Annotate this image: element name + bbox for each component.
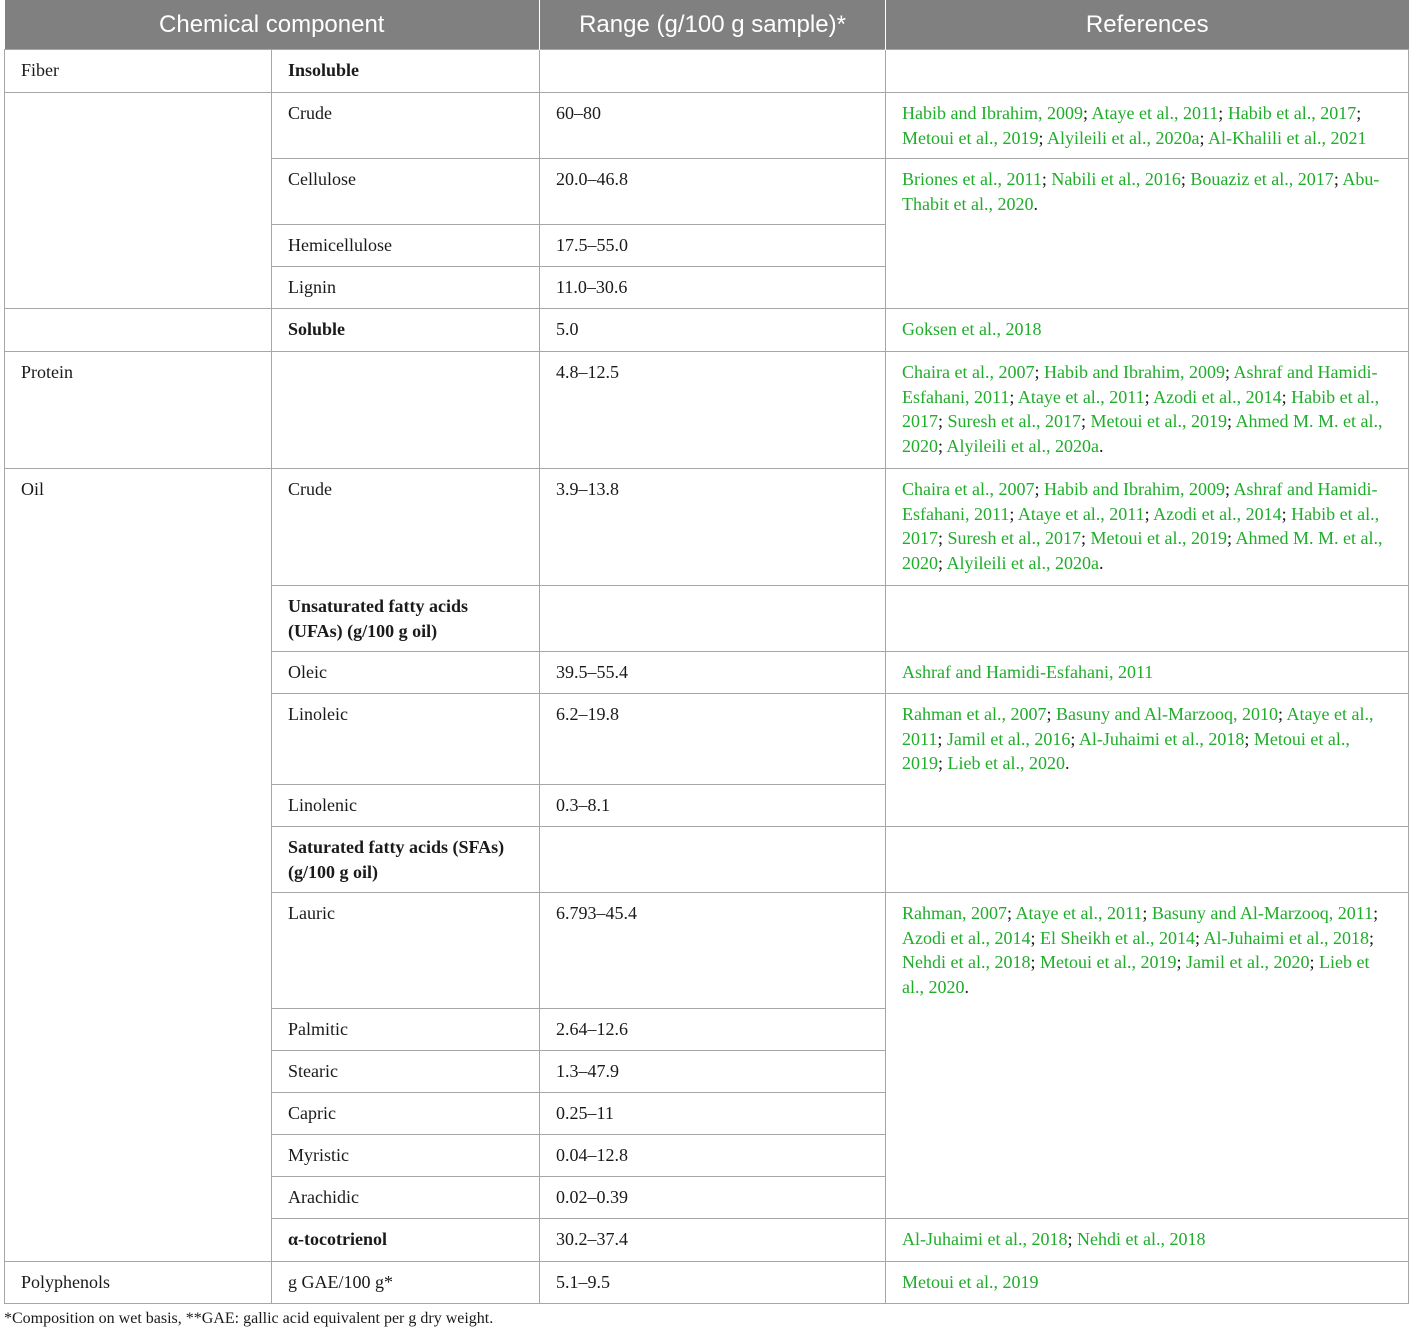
reference-link[interactable]: Al-Juhaimi et al., 2018 — [1203, 927, 1369, 948]
table-row — [5, 352, 1409, 469]
range-cell: 4.8–12.5 — [540, 352, 886, 469]
reference-link[interactable]: Ataye et al., 2011 — [1091, 103, 1219, 123]
range-cell — [540, 586, 886, 652]
reference-link[interactable]: Basuny and Al-Marzooq, 2010 — [1056, 704, 1278, 724]
reference-link[interactable]: Habib and Ibrahim, 2009 — [1044, 479, 1225, 499]
references-cell — [886, 652, 1409, 694]
component-cell — [5, 309, 272, 352]
subcomponent-cell: Lignin — [272, 267, 540, 309]
range-cell — [540, 827, 886, 893]
reference-link[interactable]: Jamil et al., 2016 — [946, 728, 1071, 749]
table-row — [5, 93, 1409, 159]
reference-link[interactable]: Chaira et al., 2007 — [902, 479, 1035, 499]
range-cell — [540, 50, 886, 93]
reference-link[interactable]: Alyileili et al., 2020a — [946, 435, 1099, 456]
reference-link[interactable]: El Sheikh et al., 2014 — [1040, 927, 1195, 948]
composition-table-container — [4, 0, 1408, 1304]
range-cell: 0.04–12.8 — [540, 1135, 886, 1177]
reference-link[interactable]: Alyileili et al., 2020a — [1047, 127, 1200, 148]
subcomponent-cell: Oleic — [272, 652, 540, 694]
range-cell: 6.2–19.8 — [540, 694, 886, 785]
range-cell: 0.02–0.39 — [540, 1177, 886, 1219]
reference-link[interactable]: Habib and Ibrahim, 2009 — [902, 103, 1083, 123]
subcomponent-cell: Soluble — [272, 309, 540, 352]
reference-link[interactable]: Jamil et al., 2020 — [1186, 952, 1310, 972]
reference-link[interactable]: Metoui et al., 2019 — [1040, 952, 1177, 972]
references-cell — [886, 309, 1409, 352]
range-cell: 2.64–12.6 — [540, 1009, 886, 1051]
reference-link[interactable]: Metoui et al., 2019 — [902, 127, 1039, 148]
reference-link[interactable]: Ashraf and Hamidi-Esfahani, 2011 — [902, 662, 1154, 682]
reference-link[interactable]: Habib and Ibrahim, 2009 — [1044, 362, 1225, 382]
reference-link[interactable]: Suresh et al., 2017 — [947, 528, 1082, 548]
range-cell: 6.793–45.4 — [540, 893, 886, 1009]
component-cell: Polyphenols — [5, 1262, 272, 1304]
subcomponent-cell — [272, 352, 540, 469]
subcomponent-cell: Insoluble — [272, 50, 540, 93]
reference-link[interactable]: Briones et al., 2011 — [902, 169, 1042, 189]
references-cell: Chaira et al., 2007; Habib and Ibrahim, 2009; Ashraf and Hamidi-Esfahani, 2011; Ataye et al., 2011; Azodi et al., 2014; Habib et al., 2017; Suresh et al., 2017; Metoui et al., 2019; Ahmed M. M. et al., 2020; Alyileili et al., 2020a. — [886, 469, 1409, 586]
subcomponent-cell: Hemicellulose — [272, 225, 540, 267]
reference-link[interactable]: Metoui et al., 2019 — [1090, 411, 1228, 431]
reference-link[interactable]: Ashraf and Hamidi-Esfahani, 2011 — [902, 362, 1378, 407]
subcomponent-cell: Linolenic — [272, 785, 540, 827]
component-cell — [5, 93, 272, 309]
reference-link[interactable]: Al-Juhaimi et al., 2018 — [1078, 728, 1245, 749]
range-cell: 30.2–37.4 — [540, 1219, 886, 1262]
references-cell: Al-Juhaimi et al., 2018; Nehdi et al., 2018 — [886, 1219, 1409, 1262]
reference-link[interactable]: Azodi et al., 2014 — [1153, 503, 1282, 524]
reference-link[interactable]: Ataye et al., 2011 — [902, 704, 1374, 749]
references-cell — [886, 586, 1409, 652]
table-row — [5, 50, 1409, 93]
reference-link[interactable]: Al-Juhaimi et al., 2018 — [902, 1229, 1068, 1249]
reference-link[interactable]: Basuny and Al-Marzooq, 2011 — [1151, 903, 1374, 923]
reference-link[interactable]: Nehdi et al., 2018 — [902, 952, 1031, 972]
component-cell: Oil — [5, 469, 272, 1262]
references-cell — [886, 1262, 1409, 1304]
reference-link[interactable]: Ahmed M. M. et al., 2020 — [902, 411, 1383, 456]
reference-link[interactable]: Alyileili et al., 2020a — [946, 552, 1099, 573]
header-row — [5, 0, 1409, 50]
references-cell: Rahman et al., 2007; Basuny and Al-Marzooq, 2010; Ataye et al., 2011; Jamil et al., 2016; Al-Juhaimi et al., 2018; Metoui et al., 2019; Lieb et al., 2020. — [886, 694, 1409, 827]
reference-link[interactable]: Ataye et al., 2011 — [1017, 503, 1145, 524]
range-cell: 5.1–9.5 — [540, 1262, 886, 1304]
subcomponent-cell: Crude — [272, 469, 540, 586]
range-cell: 0.3–8.1 — [540, 785, 886, 827]
header-range: Range (g/100 g sample)* — [540, 0, 886, 50]
range-cell: 3.9–13.8 — [540, 469, 886, 586]
range-cell: 1.3–47.9 — [540, 1051, 886, 1093]
reference-link[interactable]: Ataye et al., 2011 — [1015, 903, 1143, 923]
range-cell: 5.0 — [540, 309, 886, 352]
reference-link[interactable]: Chaira et al., 2007 — [902, 362, 1035, 382]
reference-link[interactable]: Nehdi et al., 2018 — [1077, 1229, 1206, 1249]
component-cell: Fiber — [5, 50, 272, 93]
subcomponent-cell: α-tocotrienol — [272, 1219, 540, 1262]
reference-link[interactable]: Habib et al., 2017 — [1227, 103, 1357, 123]
subcomponent-cell: Cellulose — [272, 159, 540, 225]
subcomponent-cell: Palmitic — [272, 1009, 540, 1051]
subcomponent-cell: Crude — [272, 93, 540, 159]
reference-link[interactable]: Rahman, 2007 — [902, 903, 1008, 923]
header-references: References — [886, 0, 1409, 50]
reference-link[interactable]: Metoui et al., 2019 — [902, 728, 1350, 773]
reference-link[interactable]: Metoui et al., 2019 — [902, 1272, 1039, 1292]
range-cell: 0.25–11 — [540, 1093, 886, 1135]
references-cell — [886, 827, 1409, 893]
references-cell: Habib and Ibrahim, 2009; Ataye et al., 2011; Habib et al., 2017; Metoui et al., 2019; Alyileili et al., 2020a; Al-Khalili et al., 2021 — [886, 93, 1409, 159]
references-cell: Briones et al., 2011; Nabili et al., 2016; Bouaziz et al., 2017; Abu-Thabit et al., 2020. — [886, 159, 1409, 309]
reference-link[interactable]: Ataye et al., 2011 — [1017, 386, 1145, 407]
subcomponent-cell: Unsaturated fatty acids (UFAs) (g/100 g oil) — [272, 586, 540, 652]
subcomponent-cell: Capric — [272, 1093, 540, 1135]
reference-link[interactable]: Azodi et al., 2014 — [902, 927, 1031, 948]
range-cell: 11.0–30.6 — [540, 267, 886, 309]
range-cell: 17.5–55.0 — [540, 225, 886, 267]
references-cell — [886, 50, 1409, 93]
reference-link[interactable]: Nabili et al., 2016 — [1051, 169, 1181, 189]
range-cell: 60–80 — [540, 93, 886, 159]
reference-link[interactable]: Rahman et al., 2007 — [902, 704, 1047, 724]
subcomponent-cell: Stearic — [272, 1051, 540, 1093]
references-cell: Chaira et al., 2007; Habib and Ibrahim, 2009; Ashraf and Hamidi-Esfahani, 2011; Ataye et al., 2011; Azodi et al., 2014; Habib et al., 2017; Suresh et al., 2017; Metoui et al., 2019; Ahmed M. M. et al., 2020; Alyileili et al., 2020a. — [886, 352, 1409, 469]
header-chemical-component: Chemical component — [5, 0, 540, 50]
reference-link[interactable]: Al-Khalili et al., 2021 — [1208, 127, 1367, 148]
reference-link[interactable]: Lieb et al., 2020 — [902, 952, 1370, 997]
range-cell: 39.5–55.4 — [540, 652, 886, 694]
reference-link[interactable]: Habib et al., 2017 — [902, 386, 1380, 431]
references-cell: Rahman, 2007; Ataye et al., 2011; Basuny and Al-Marzooq, 2011; Azodi et al., 2014; El Sheikh et al., 2014; Al-Juhaimi et al., 2018; Nehdi et al., 2018; Metoui et al., 2019; Jamil et al., 2020; Lieb et al., 2020. — [886, 893, 1409, 1219]
component-cell: Protein — [5, 352, 272, 469]
reference-link[interactable]: Goksen et al., 2018 — [902, 319, 1042, 339]
subcomponent-cell: g GAE/100 g* — [272, 1262, 540, 1304]
subcomponent-cell: Arachidic — [272, 1177, 540, 1219]
composition-table — [4, 0, 1409, 1304]
subcomponent-cell: Lauric — [272, 893, 540, 1009]
reference-link[interactable]: Ahmed M. M. et al., 2020 — [902, 528, 1383, 573]
range-cell: 20.0–46.8 — [540, 159, 886, 225]
reference-link[interactable]: Habib et al., 2017 — [902, 503, 1380, 548]
table-row — [5, 309, 1409, 352]
table-row — [5, 469, 1409, 586]
reference-link[interactable]: Azodi et al., 2014 — [1153, 386, 1282, 407]
reference-link[interactable]: Suresh et al., 2017 — [947, 411, 1082, 431]
reference-link[interactable]: Lieb et al., 2020 — [947, 753, 1065, 773]
reference-link[interactable]: Bouaziz et al., 2017 — [1190, 169, 1334, 189]
subcomponent-cell: Linoleic — [272, 694, 540, 785]
reference-link[interactable]: Metoui et al., 2019 — [1090, 528, 1228, 548]
table-row — [5, 1262, 1409, 1304]
table-footnote: *Composition on wet basis, **GAE: gallic acid equivalent per g dry weight. — [4, 1310, 494, 1327]
subcomponent-cell: Saturated fatty acids (SFAs) (g/100 g oil) — [272, 827, 540, 893]
reference-link[interactable]: Abu-Thabit et al., 2020 — [902, 169, 1380, 214]
subcomponent-cell: Myristic — [272, 1135, 540, 1177]
reference-link[interactable]: Ashraf and Hamidi-Esfahani, 2011 — [902, 479, 1378, 524]
